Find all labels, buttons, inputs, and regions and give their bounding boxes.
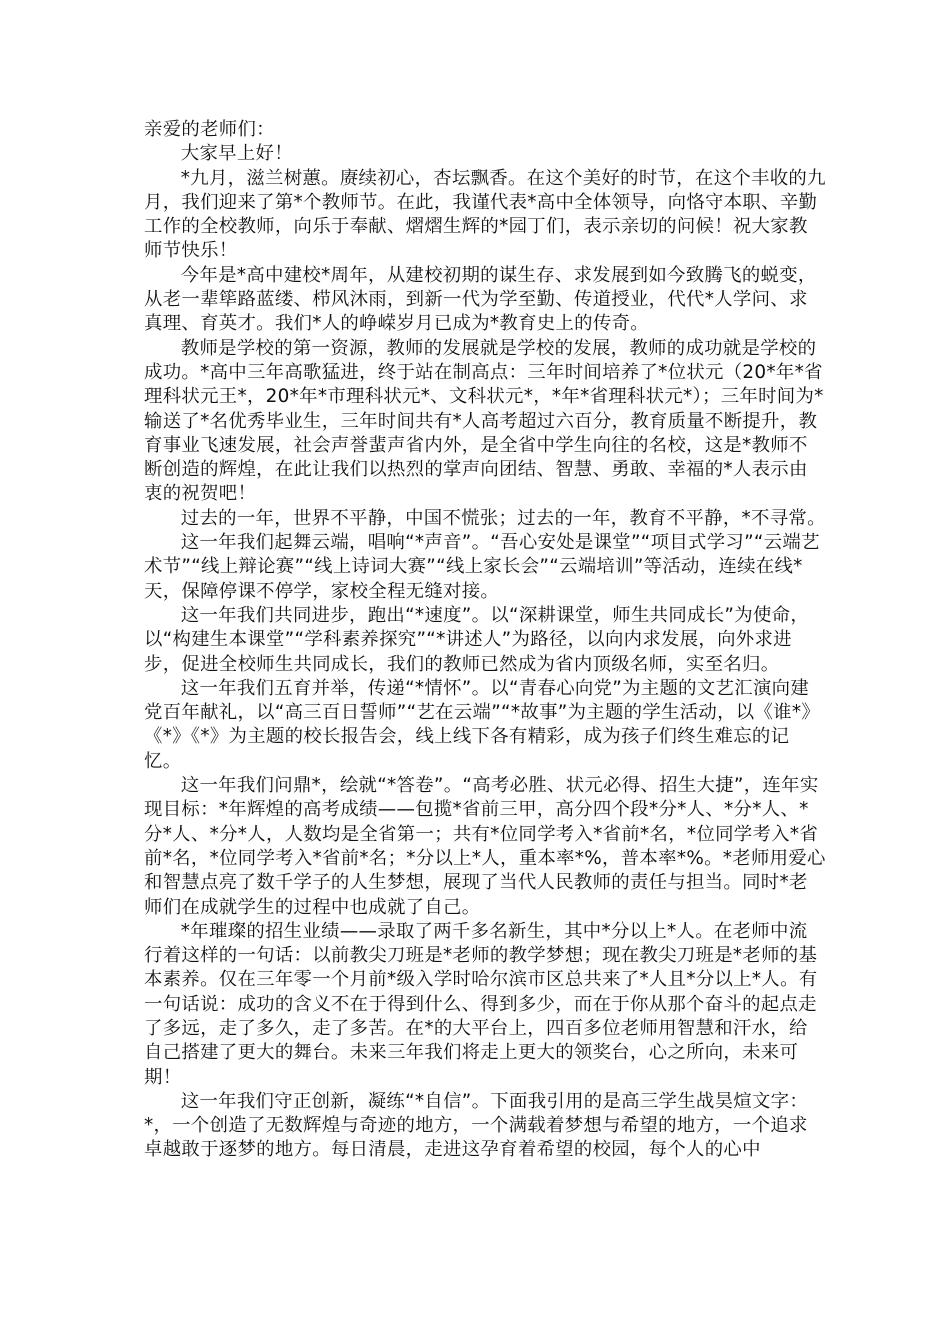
paragraph-past-year: 过去的一年，世界不平静，中国不慌张；过去的一年，教育不平静，*不寻常。 — [180, 507, 826, 529]
paragraph-teachers-day: *九月，滋兰树蕙。赓续初心，杏坛飘香。在这个美好的时节，在这个丰收的九月，我们迎来了第*个教师节。在此，我谨代表*高中全体领导，向恪守本职、辛勤工作的全校教师，向乐于奉献、熠熠生辉的*园丁们，表示亲切的问候！祝大家教师节快乐！ — [144, 167, 826, 262]
paragraph-progress: 这一年我们共同进步，跑出“*速度”。以“深耕课堂，师生共同成长”为使命，以“构建生本课堂”“学科素养探究”“*讲述人”为路径，以向内求发展，向外求进步，促进全校师生共同成长，我们的教师已然成为省内顶级名师，实至名归。 — [144, 604, 810, 675]
paragraph-exam-results: 这一年我们问鼎*，绘就“*答卷”。“高考必胜、状元必得、招生大捷”，连年实现目标：*年辉煌的高考成绩——包揽*省前三甲，高分四个段*分*人、*分*人、*分*人、*分*人，人数均是全省第一；共有*位同学考入*省前*名，*位同学考入*省前*名，*位同学考入*省前*名；*分以上*人，重本率*%，普本率*%。*老师用爱心和智慧点亮了数千学子的人生梦想，展现了当代人民教师的责任与担当。同时*老师们在成就学生的过程中也成就了自己。 — [144, 775, 826, 918]
paragraph-enrollment: *年璀璨的招生业绩——录取了两千多名新生，其中*分以上*人。在老师中流行着这样的一句话：以前教尖刀班是*老师的教学梦想；现在教尖刀班是*老师的基本素养。仅在三年零一个月前*级入学时哈尔滨市区总共来了*人且*分以上*人。有一句话说：成功的含义不在于得到什么、得到多少，而在于你从那个奋斗的起点走了多远，走了多久，走了多苦。在*的大平台上，四百多位老师用智慧和汗水，给自己搭建了更大的舞台。未来三年我们将走上更大的领奖台，心之所向，未来可期！ — [144, 920, 818, 1088]
paragraph-online-teaching: 这一年我们起舞云端，唱响“*声音”。“吾心安处是课堂”“项目式学习”“云端艺术节”“线上辩论赛”“线上诗词大赛”“线上家长会”“云端培训”等活动，连续在线*天，保障停课不停学，家校全程无缝对接。 — [144, 532, 820, 602]
paragraph-achievements: 教师是学校的第一资源，教师的发展就是学校的发展，教师的成功就是学校的成功。*高中三年高歌猛进，终于站在制高点：三年时间培养了*位状元（20*年*省理科状元王*，20*年*市理科状元*、文科状元*，*年*省理科状元*）；三年时间为*输送了*名优秀毕业生，三年时间共有*人高考超过六百分，教育质量不断提升，教育事业飞速发展，社会声誉蜚声省内外，是全省中学生向往的名校，这是*教师不断创造的辉煌，在此让我们以热烈的掌声向团结、智慧、勇敢、幸福的*人表示由衷的祝贺吧！ — [144, 337, 824, 505]
paragraph-greeting: 大家早上好！ — [180, 143, 293, 165]
paragraph-innovation: 这一年我们守正创新，凝练“*自信”。下面我引用的是高三学生战昊煊文字：*，一个创造了无数辉煌与奇迹的地方，一个满载着梦想与希望的地方，一个追求卓越敢于逐梦的地方。每日清晨，走进这孕育着希望的校园，每个人的心中 — [144, 1090, 809, 1161]
paragraph-five-education: 这一年我们五育并举，传递“*情怀”。以“青春心向党”为主题的文艺汇演向建党百年献礼，以“高三百日誓师”“艺在云端”“*故事”为主题的学生活动，以《谁*》《*》《*》为主题的校长报告会，线上线下各有精彩，成为孩子们终生难忘的记忆。 — [144, 677, 821, 772]
paragraph-anniversary: 今年是*高中建校*周年，从建校初期的谋生存、求发展到如今致腾飞的蜕变，从老一辈筚路蓝缕、栉风沐雨，到新一代为学至勤、传道授业，代代*人学问、求真理、育英才。我们*人的峥嵘岁月已成为*教育史上的传奇。 — [144, 264, 817, 335]
document-body — [144, 118, 826, 1163]
salutation: 亲爱的老师们： — [144, 119, 275, 140]
